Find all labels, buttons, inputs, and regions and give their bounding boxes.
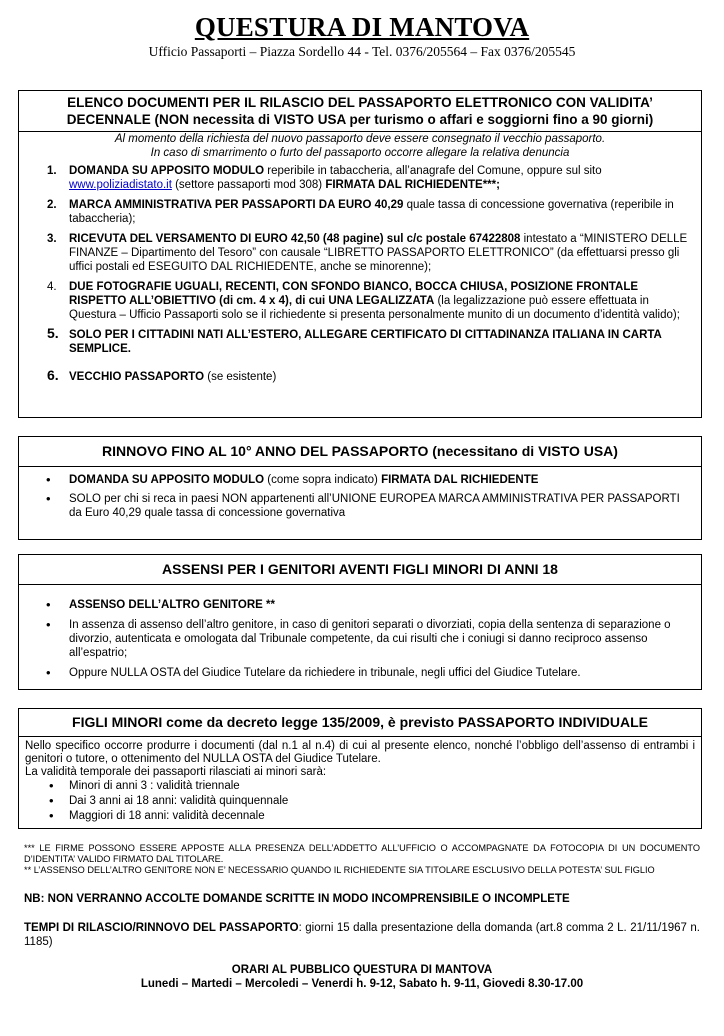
processing-times-label: TEMPI DI RILASCIO/RINNOVO DEL PASSAPORTO xyxy=(24,922,299,934)
item-number: 3. xyxy=(47,233,57,245)
minors-text: La validità temporale dei passaporti rilasciati ai minori sarà: xyxy=(25,766,327,778)
footnotes xyxy=(24,843,700,876)
list-item xyxy=(19,666,701,680)
page-header xyxy=(0,12,724,60)
opening-hours xyxy=(24,963,700,991)
item-number: 4. xyxy=(47,281,57,293)
item-title: SOLO PER I CITTADINI NATI ALL’ESTERO, ALLEGARE CERTIFICATO DI CITTADINANZA ITALIANA IN CARTA SEMPLICE. xyxy=(69,329,662,355)
minors-heading: FIGLI MINORI come da decreto legge 135/2009, è previsto PASSAPORTO INDIVIDUALE xyxy=(19,709,701,737)
documents-list-box xyxy=(18,90,702,418)
list-item: • Minori di anni 3 : validità triennale xyxy=(19,779,701,793)
intro-note xyxy=(19,133,701,160)
item-number: 2. xyxy=(47,199,57,211)
item-text: (la legalizzazione può essere effettuata in Questura – Ufficio Passaporti solo se il richiedente si presenta personalmente munito di un documento d’identità valido); xyxy=(69,295,680,321)
opening-hours-text: Lunedi – Martedi – Mercoledi – Venerdi h. 9-12, Sabato h. 9-11, Giovedi 8.30-17.00 xyxy=(140,978,584,990)
nb-notice: NB: NON VERRANNO ACCOLTE DOMANDE SCRITTE IN MODO INCOMPRENSIBILE O INCOMPLETE xyxy=(24,893,570,905)
list-item: • Maggiori di 18 anni: validità decennale xyxy=(19,809,701,823)
item-title: ASSENSO DELL’ALTRO GENITORE ** xyxy=(69,599,275,611)
item-number: 1. xyxy=(47,165,57,177)
list-item: • Dai 3 anni ai 18 anni: validità quinquennale xyxy=(19,794,701,808)
list-item xyxy=(19,492,701,520)
item-text: SOLO per chi si reca in paesi NON appartenenti all’UNIONE EUROPEA MARCA AMMINISTRATIVA PER PASSAPORTI da Euro 40,29 quale tassa di concessione governativa xyxy=(69,493,680,519)
item-title: DOMANDA SU APPOSITO MODULO xyxy=(69,474,265,486)
list-item xyxy=(19,198,701,226)
documents-list-heading xyxy=(19,91,701,132)
list-item xyxy=(19,164,701,192)
parental-consent-box xyxy=(18,554,702,690)
heading-line-1: ELENCO DOCUMENTI PER IL RILASCIO DEL PASSAPORTO ELETTRONICO CON VALIDITA’ xyxy=(67,95,653,110)
footnote-consent: ** L’ASSENSO DELL’ALTRO GENITORE NON E’ NECESSARIO QUANDO IL RICHIEDENTE SIA TITOLARE ESCLUSIVO DELLA POTESTA’ SUL FIGLIO xyxy=(24,865,655,875)
minors-paragraph xyxy=(19,737,701,779)
processing-times xyxy=(24,921,700,949)
item-title: FIRMATA DAL RICHIEDENTE***; xyxy=(325,179,500,191)
item-text: In assenza di assenso dell’altro genitore, in caso di genitori separati o divorziati, copia della sentenza di separazione o divorzio, autenticata e omologata dal Tribunale competente, da cui risulti che i coniugi si danno reciproco assenso all’espatrio; xyxy=(69,619,671,659)
item-text: intestato a “MINISTERO DELLE FINANZE – Dipartimento del Tesoro” con causale “LIBRETTO PASSAPORTO ELETTRONICO” (da effettuarsi presso gli uffici postali ed ESEGUITO DAL RICHIEDENTE, anche se minorenne); xyxy=(69,233,688,273)
intro-line-1: Al momento della richiesta del nuovo passaporto deve essere consegnato il vecchio passaporto. xyxy=(114,133,606,145)
list-item xyxy=(19,618,701,660)
parental-consent-list xyxy=(19,598,701,680)
item-title: FIRMATA DAL RICHIEDENTE xyxy=(381,474,539,486)
item-title: DOMANDA SU APPOSITO MODULO xyxy=(69,165,265,177)
parental-consent-heading: ASSENSI PER I GENITORI AVENTI FIGLI MINORI DI ANNI 18 xyxy=(19,555,701,585)
list-item xyxy=(19,598,701,612)
renewal-list xyxy=(19,473,701,520)
item-text: quale tassa di concessione governativa (reperibile in tabaccheria); xyxy=(69,199,674,225)
item-text: reperibile in tabaccheria, all’anagrafe del Comune, oppure sul sito xyxy=(264,165,602,177)
office-contacts: Ufficio Passaporti – Piazza Sordello 44 - Tel. 0376/205564 – Fax 0376/205545 xyxy=(148,44,576,59)
website-link[interactable]: www.poliziadistato.it xyxy=(69,179,172,191)
minors-box xyxy=(18,708,702,829)
renewal-box xyxy=(18,436,702,540)
list-item xyxy=(19,232,701,274)
validity-list xyxy=(19,779,701,823)
list-item xyxy=(19,280,701,322)
item-text: Oppure NULLA OSTA del Giudice Tutelare da richiedere in tribunale, negli uffici del Giudice Tutelare. xyxy=(69,667,581,679)
item-text: (settore passaporti mod 308) xyxy=(171,179,326,191)
item-number: 5. xyxy=(47,325,59,341)
item-title: MARCA AMMINISTRATIVA PER PASSAPORTI DA EURO 40,29 xyxy=(69,199,404,211)
renewal-heading: RINNOVO FINO AL 10° ANNO DEL PASSAPORTO (necessitano di VISTO USA) xyxy=(19,437,701,467)
item-title: VECCHIO PASSAPORTO xyxy=(69,371,205,383)
footnote-signatures: *** LE FIRME POSSONO ESSERE APPOSTE ALLA PRESENZA DELL’ADDETTO ALL’UFFICIO O ACCOMPAGNATE DA FOTOCOPIA DI UN DOCUMENTO D’IDENTITA’ VALIDO FIRMATO DAL TITOLARE. xyxy=(24,843,700,864)
item-title: RICEVUTA DEL VERSAMENTO DI EURO 42,50 (48 pagine) sul c/c postale 67422808 xyxy=(69,233,521,245)
list-item xyxy=(19,367,701,384)
processing-times-text: : giorni 15 dalla presentazione della domanda (art.8 comma 2 L. 21/11/1967 n. 1185) xyxy=(24,922,700,948)
item-number: 6. xyxy=(47,367,59,383)
documents-list xyxy=(19,164,701,384)
heading-line-2: DECENNALE (NON necessita di VISTO USA per turismo o affari e soggiorni fino a 90 giorni) xyxy=(66,112,654,127)
opening-hours-title: ORARI AL PUBBLICO QUESTURA DI MANTOVA xyxy=(231,964,493,976)
page-title: QUESTURA DI MANTOVA xyxy=(194,12,530,42)
minors-text: Nello specifico occorre produrre i documenti (dal n.1 al n.4) di cui al presente elenco, nonché l’obbligo dell’assenso di entrambi i genitori o tutore, o ottenimento del NULLA OSTA del Giudice Tutelare. xyxy=(25,740,695,765)
list-item xyxy=(19,473,701,487)
intro-line-2: In caso di smarrimento o furto del passaporto occorre allegare la relativa denuncia xyxy=(150,146,570,159)
item-text: (se esistente) xyxy=(204,371,277,383)
list-item xyxy=(19,325,701,356)
item-title: DUE FOTOGRAFIE UGUALI, RECENTI, CON SFONDO BIANCO, BOCCA CHIUSA, POSIZIONE FRONTALE RISPETTO ALL’OBIETTIVO (di cm. 4 x 4), di cui UNA LEGALIZZATA xyxy=(69,281,639,307)
item-text: (come sopra indicato) xyxy=(264,474,382,486)
